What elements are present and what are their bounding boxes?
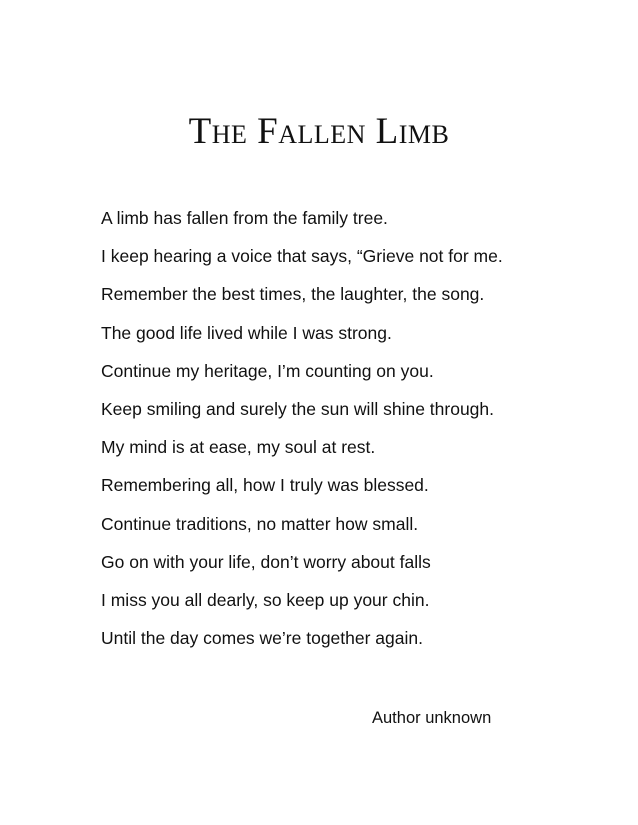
poem-line: Remember the best times, the laughter, the song.: [101, 284, 485, 305]
author-attribution: Author unknown: [372, 709, 492, 727]
poem-line: The good life lived while I was strong.: [101, 322, 392, 343]
poem-line: I keep hearing a voice that says, “Grieve not for me.: [101, 246, 503, 267]
poem-line: Until the day comes we’re together again.: [101, 628, 423, 649]
poem-line: Continue my heritage, I’m counting on you.: [101, 360, 434, 381]
poem-line: Remembering all, how I truly was blessed.: [101, 475, 429, 496]
poem-line: My mind is at ease, my soul at rest.: [101, 437, 376, 458]
poem-line: Go on with your life, don’t worry about falls: [101, 551, 431, 572]
poem-line: I miss you all dearly, so keep up your chin.: [101, 589, 430, 610]
poem-line: Continue traditions, no matter how small.: [101, 513, 419, 534]
poem-title: The Fallen Limb: [188, 111, 450, 152]
poem-line: Keep smiling and surely the sun will shine through.: [101, 398, 494, 419]
poem-line: A limb has fallen from the family tree.: [101, 208, 388, 228]
poem-body: [101, 205, 621, 663]
